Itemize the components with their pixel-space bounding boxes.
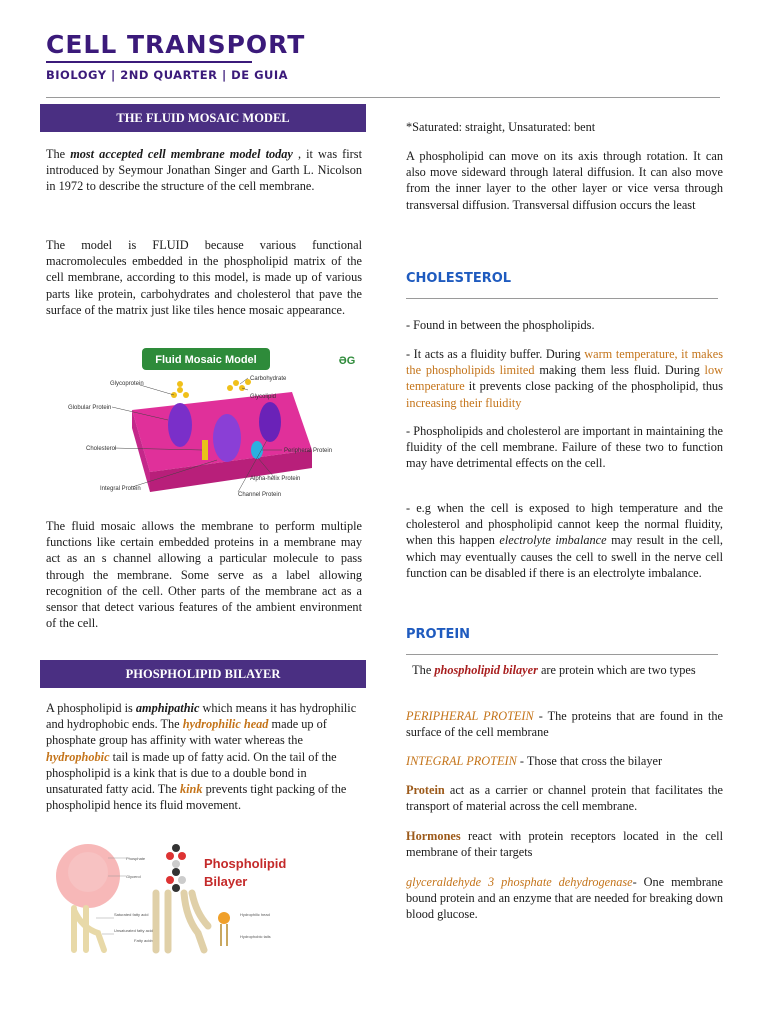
page-title: CELL TRANSPORT	[46, 30, 306, 59]
term-amphipathic: amphipathic	[135, 701, 200, 715]
term-hormones: Hormones	[406, 829, 461, 843]
protein-types-intro: The phospholipid bilayer are protein which are two types	[406, 663, 696, 677]
label-glycerol: Glycerol	[126, 874, 141, 879]
cholesterol-location: - Found in between the phospholipids.	[406, 318, 595, 332]
term-gapdh: glyceraldehyde 3 phosphate dehydrogenase	[406, 875, 633, 889]
label-saturated: Saturated fatty acid	[114, 912, 149, 917]
section-banner-phospholipid-bilayer: PHOSPHOLIPID BILAYER	[40, 660, 366, 688]
cholesterol-shape	[202, 440, 208, 460]
term-hydrophobic: hydrophobic	[46, 749, 110, 764]
channel-protein-shape	[259, 402, 281, 442]
title-underline	[46, 61, 252, 63]
cholesterol-buffer: - It acts as a fluidity buffer. During warm temperature, it makes the phospholipids limited making them less fluid. During low temperature it prevents close packing of the phospholipid, thus increasing their fluidity	[406, 347, 723, 410]
fluid-mosaic-intro: The most accepted cell membrane model today , it was first introduced by Seymour Jonathan Singer and Garth L. Nicolson in 1972 to describe the structure of the cell membrane.	[46, 147, 362, 194]
phospholipid-movement: A phospholipid can move on its axis through rotation. It can also move sideward through lateral diffusion. It can also move from the inner layer to the other layer or vice versa through transversal diffusion. Transversal diffusion occurs the least	[406, 149, 723, 212]
label-glycoprotein: Glycoprotein	[110, 381, 144, 387]
globular-protein-shape	[168, 403, 192, 447]
fluid-mosaic-functions: The fluid mosaic allows the membrane to perform multiple functions like certain embedded proteins in a membrane may act as an s channel allowing a particular molecule to pass through the membrane. Some serve as a label allowing recognition of the cell. Other parts of the membrane act as a sensor that detect various features of the ambient environment of the cell.	[46, 519, 362, 631]
highlight-increasing-fluidity: increasing their fluidity	[406, 395, 522, 410]
highlight-warm-temperature: warm temperature, it makes the phospholipids limited	[406, 347, 723, 378]
peripheral-protein-definition: PERIPHERAL PROTEIN - The proteins that are found in the surface of the cell membrane	[406, 709, 723, 740]
term-kink: kink	[179, 782, 203, 797]
label-fatty-acids: Fatty acids	[134, 938, 154, 943]
integral-protein-shape	[213, 414, 241, 462]
figure-title-line2: Bilayer	[204, 874, 248, 889]
head-inner	[68, 852, 108, 892]
label-globular-protein: Globular Protein	[68, 405, 112, 411]
protein-divider	[406, 654, 718, 655]
term-electrolyte-imbalance: electrolyte imbalance	[499, 533, 607, 548]
figure-title: Fluid Mosaic Model	[155, 354, 257, 366]
highlight-low-temperature: low temperature	[406, 363, 723, 394]
emphasis-text: most accepted cell membrane model today	[70, 147, 293, 161]
term-hydrophilic-head: hydrophilic head	[182, 717, 269, 732]
label-cholesterol: Cholesterol	[86, 446, 117, 452]
cholesterol-importance: - Phospholipids and cholesterol are important in maintaining the fluidity of the cell membrane. Failure of these two to function may have detrimental effects on the cell.	[406, 424, 723, 471]
term-protein: Protein	[406, 783, 445, 797]
label-peripheral-protein: Peripheral Protein	[284, 448, 333, 454]
heading-cholesterol: CHOLESTEROL	[406, 271, 512, 286]
logo-mark: ƏG	[338, 355, 356, 367]
section-banner-fluid-mosaic: THE FLUID MOSAIC MODEL	[40, 104, 366, 132]
label-unsaturated: Unsaturated fatty acid	[114, 928, 153, 933]
fluid-mosaic-definition: The model is FLUID because various functional macromolecules embedded in the phospholipid matrix of the cell membrane, according to this model, is made up of various parts like protein, carbohydrates and cholesterol that pave the surface of the matrix just like tiles hence mosaic appearance.	[46, 238, 362, 317]
label-alpha-helix-protein: Alpha-helix Protein	[250, 476, 301, 482]
protein-function: Protein act as a carrier or channel protein that facilitates the transport of material across the cell membrane.	[406, 783, 723, 814]
fluid-mosaic-diagram	[62, 340, 362, 505]
label-glycolipid: Glycolipid	[250, 394, 277, 400]
page-subtitle: BIOLOGY | 2ND QUARTER | DE GUIA	[46, 68, 289, 82]
label-integral-protein: Integral Protein	[100, 486, 141, 492]
term-integral-protein: INTEGRAL PROTEIN	[406, 754, 517, 768]
label-phosphate: Phosphate	[126, 856, 146, 861]
saturation-note: *Saturated: straight, Unsaturated: bent	[406, 120, 596, 134]
header-divider	[46, 97, 720, 98]
label-hydrophilic-head-2: Hydrophilic head	[240, 912, 270, 917]
cholesterol-example: - e.g when the cell is exposed to high temperature and the cholesterol and phospholipid cannot keep the normal fluidity, when this happen electrolyte imbalance may result in the cell, which may eventually causes the cell to swell in the nerve cell function can be disabled if there is an electrolyte imbalance.	[406, 501, 724, 580]
cholesterol-divider	[406, 298, 718, 299]
gapdh-definition: glyceraldehyde 3 phosphate dehydrogenase- One membrane bound protein and an enzyme that are needed for breaking down blood glucose.	[406, 875, 723, 922]
phospholipid-bilayer-diagram	[46, 838, 300, 956]
heading-protein: PROTEIN	[406, 627, 471, 642]
label-carbohydrate: Carbohydrate	[250, 376, 287, 382]
figure-title-line1: Phospholipid	[204, 856, 287, 871]
integral-protein-definition: INTEGRAL PROTEIN - Those that cross the bilayer	[406, 754, 663, 768]
term-peripheral-protein: PERIPHERAL PROTEIN	[406, 709, 534, 723]
term-phospholipid-bilayer: phospholipid bilayer	[434, 663, 538, 677]
label-channel-protein: Channel Protein	[238, 492, 282, 498]
label-hydrophobic-tails-2: Hydrophobic tails	[240, 934, 271, 939]
hormones-definition: Hormones react with protein receptors located in the cell membrane of their targets	[406, 829, 723, 860]
bilayer-description: A phospholipid is amphipathic which means it has hydrophilic and hydrophobic ends. The hydrophilic head made up of phosphate group has affinity with water whereas the hydrophobic tail is made up of fatty acid. On the tail of the phospholipid is a kink that is due to a double bond in unsaturated fatty acid. The kink prevents tight packing of the phospholipid hence its fluid movement.	[46, 701, 357, 813]
